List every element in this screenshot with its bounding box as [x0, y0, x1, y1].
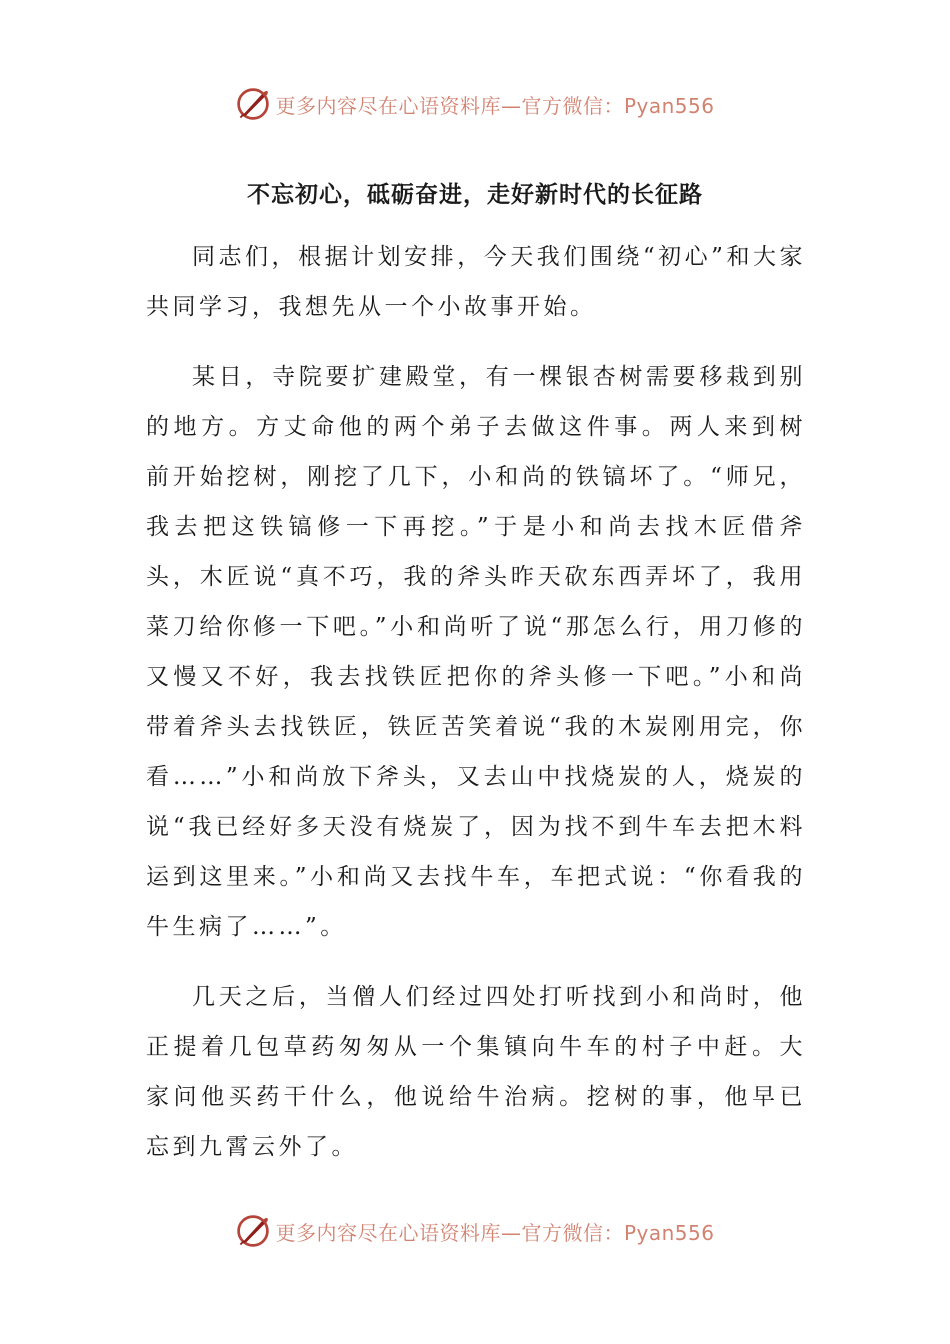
- document-title: 不忘初心，砥砺奋进，走好新时代的长征路: [247, 181, 703, 208]
- paragraph: 某日，寺院要扩建殿堂，有一棵银杏树需要移栽到别的地方。方丈命他的两个弟子去做这件事。两人来到树前开始挖树，刚挖了几下，小和尚的铁镐坏了。“师兄，我去把这铁镐修一下再挖。”于是小和尚去找木匠借斧头，木匠说“真不巧，我的斧头昨天砍东西弄坏了，我用菜刀给你修一下吧。”小和尚听了说“那怎么行，用刀修的又慢又不好，我去找铁匠把你的斧头修一下吧。”小和尚带着斧头去找铁匠，铁匠苦笑着说“我的木炭刚用完，你看……”小和尚放下斧头，又去山中找烧炭的人，烧炭的说“我已经好多天没有烧炭了，因为找不到牛车去把木料运到这里来。”小和尚又去找牛车，车把式说：“你看我的牛生病了……”。: [146, 364, 806, 940]
- quill-logo-icon: [235, 86, 271, 122]
- header-banner: [0, 84, 950, 124]
- paragraph: 同志们，根据计划安排，今天我们围绕“初心”和大家共同学习，我想先从一个小故事开始。: [146, 244, 806, 320]
- banner-text: 更多内容尽在心语资料库—官方微信：Pyan556: [275, 1220, 715, 1245]
- document-body: [146, 232, 806, 1192]
- footer-banner: [0, 1211, 950, 1251]
- quill-logo-icon: [235, 1213, 271, 1249]
- banner-text: 更多内容尽在心语资料库—官方微信：Pyan556: [275, 93, 715, 118]
- paragraph: 几天之后，当僧人们经过四处打听找到小和尚时，他正提着几包草药匆匆从一个集镇向牛车的村子中赶。大家问他买药干什么，他说给牛治病。挖树的事，他早已忘到九霄云外了。: [146, 984, 806, 1160]
